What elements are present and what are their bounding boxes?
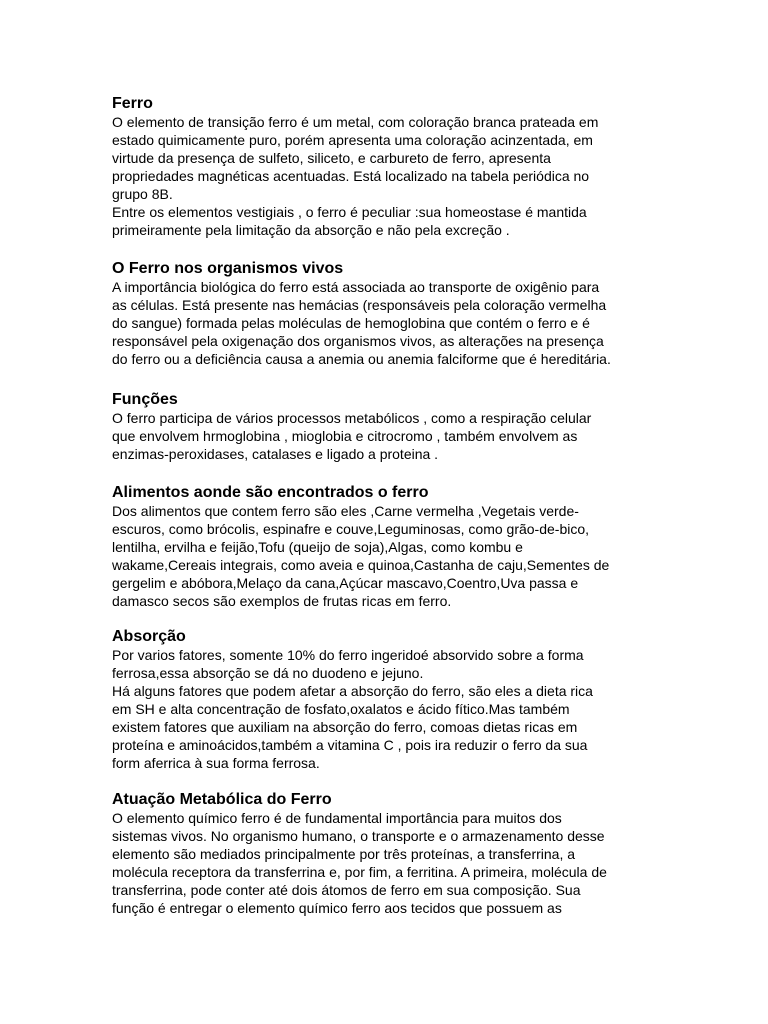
paragraph: O elemento de transição ferro é um metal, com coloração branca prateada em estado quimicamente puro, porém apresenta uma coloração acinzentada, em virtude da presença de sulfeto, siliceto, e carbureto de ferro, apresenta propriedades magnéticas acentuadas. Está localizado na tabela periódica no grupo 8B. — [112, 114, 599, 202]
paragraph: Entre os elementos vestigiais , o ferro é peculiar :sua homeostase é mantida primeiramente pela limitação da absorção e não pela excreção . — [112, 204, 587, 238]
paragraph: O elemento químico ferro é de fundamental importância para muitos dos sistemas vivos. No organismo humano, o transporte e o armazenamento desse elemento são mediados principalmente por três proteínas, a transferrina, a molécula receptora da transferrina e, por fim, a ferritina. A primeira, molécula de transferrina, pode conter até dois átomos de ferro em sua composição. Sua função é entregar o elemento químico ferro aos tecidos que possuem as — [112, 810, 607, 916]
document-page — [112, 94, 657, 937]
section-heading: Funções — [112, 391, 178, 408]
section-heading: Atuação Metabólica do Ferro — [112, 791, 332, 808]
paragraph: O ferro participa de vários processos metabólicos , como a respiração celular que envolvem hrmoglobina , mioglobia e citrocromo , também envolvem as enzimas-peroxidases, catalases e ligado a proteina . — [112, 410, 592, 462]
section-heading: Absorção — [112, 628, 186, 645]
section-ferro — [112, 94, 657, 239]
paragraph: A importância biológica do ferro está associada ao transporte de oxigênio para as células. Está presente nas hemácias (responsáveis pela coloração vermelha do sangue) formada pelas moléculas de hemoglobina que contém o ferro e é responsável pela oxigenação dos organismos vivos, as alterações na presença do ferro ou a deficiência causa a anemia ou anemia falciforme que é hereditária. — [112, 279, 611, 367]
section-organismos-vivos — [112, 259, 657, 368]
section-heading: Alimentos aonde são encontrados o ferro — [112, 484, 429, 501]
section-absorcao — [112, 627, 657, 772]
section-alimentos — [112, 483, 657, 610]
paragraph: Há alguns fatores que podem afetar a absorção do ferro, são eles a dieta rica em SH e alta concentração de fosfato,oxalatos e ácido fítico.Mas também existem fatores que auxiliam na absorção do ferro, comoas dietas ricas em proteína e aminoácidos,também a vitamina C , pois ira reduzir o ferro da sua form aferrica à sua forma ferrosa. — [112, 683, 593, 771]
section-atuacao-metabolica — [112, 790, 657, 917]
section-funcoes — [112, 390, 657, 463]
section-heading: O Ferro nos organismos vivos — [112, 260, 344, 277]
paragraph: Dos alimentos que contem ferro são eles ,Carne vermelha ,Vegetais verde- escuros, como brócolis, espinafre e couve,Leguminosas, como grão-de-bico, lentilha, ervilha e feijão,Tofu (queijo de soja),Algas, como kombu e wakame,Cereais integrais, como aveia e quinoa,Castanha de caju,Sementes de gergelim e abóbora,Melaço da cana,Açúcar mascavo,Coentro,Uva passa e damasco secos são exemplos de frutas ricas em ferro. — [112, 503, 610, 609]
paragraph: Por varios fatores, somente 10% do ferro ingeridoé absorvido sobre a forma ferrosa,essa absorção se dá no duodeno e jejuno. — [112, 647, 584, 681]
section-heading: Ferro — [112, 95, 153, 112]
